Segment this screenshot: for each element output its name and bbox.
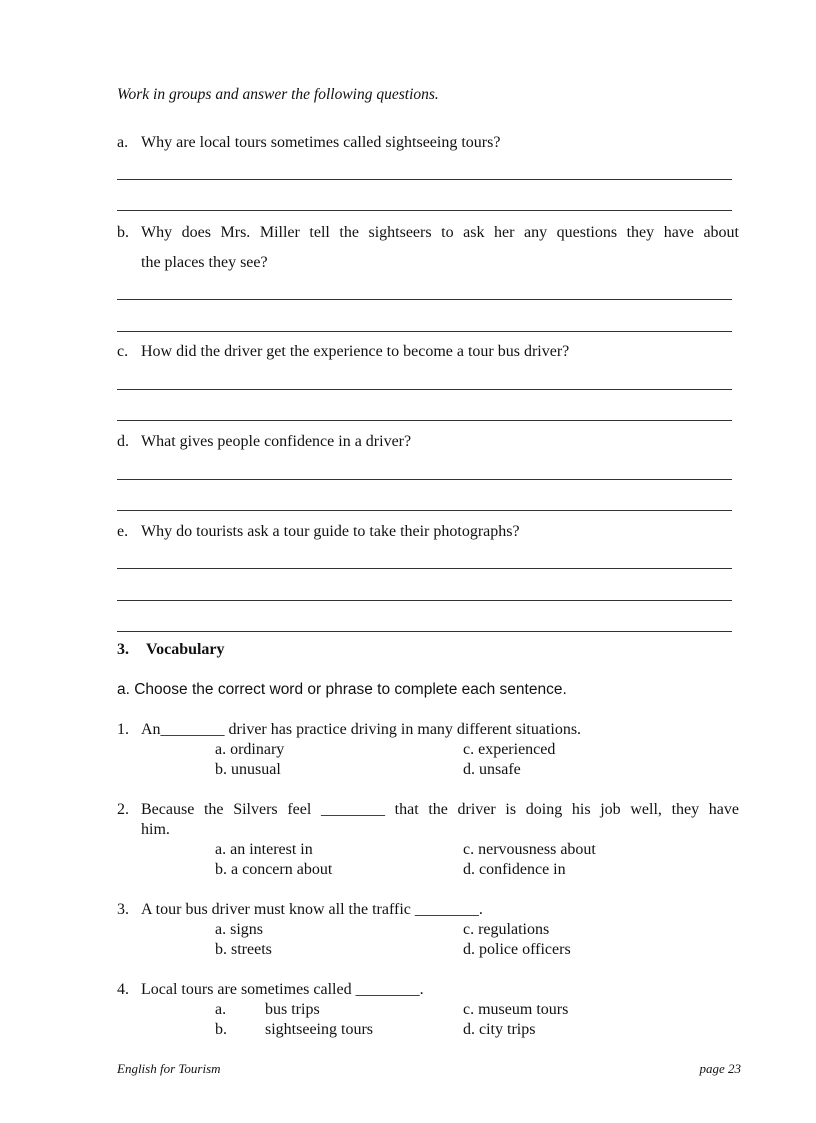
item-stem: An________ driver has practice driving in many different situations. (141, 721, 582, 738)
question-text: Why does Mrs. Miller tell the sightseers to ask her any questions they have about (141, 224, 739, 241)
question-label: b. (117, 224, 129, 241)
vocab-item-3 (117, 901, 483, 919)
answer-line[interactable] (117, 510, 732, 511)
section-heading (117, 641, 225, 659)
option-c[interactable]: c. regulations (463, 921, 550, 938)
answer-line[interactable] (117, 568, 732, 569)
answer-line[interactable] (117, 420, 732, 421)
answer-line[interactable] (117, 179, 732, 180)
question-text: Why do tourists ask a tour guide to take their photographs? (141, 523, 520, 540)
question-text-continued: the places they see? (141, 254, 268, 271)
question-label: d. (117, 433, 129, 450)
answer-line[interactable] (117, 389, 732, 390)
option-d[interactable]: d. confidence in (463, 861, 566, 878)
item-stem: Because the Silvers feel ________ that the driver is doing his job well, they have (141, 801, 739, 818)
question-label: a. (117, 134, 129, 151)
answer-line[interactable] (117, 299, 732, 300)
option-a[interactable]: bus trips (265, 1001, 320, 1018)
item-stem: Local tours are sometimes called ________. (141, 981, 424, 998)
option-c[interactable]: c. nervousness about (463, 841, 596, 858)
answer-line[interactable] (117, 600, 732, 601)
vocab-item-4 (117, 981, 424, 999)
option-b[interactable]: b. streets (215, 941, 272, 958)
question-c (117, 343, 569, 361)
footer-title: English for Tourism (117, 1061, 221, 1076)
item-stem: A tour bus driver must know all the traffic ________. (141, 901, 483, 918)
question-text: Why are local tours sometimes called sightseeing tours? (141, 134, 501, 151)
question-text: What gives people confidence in a driver? (141, 433, 412, 450)
option-d[interactable]: d. city trips (463, 1021, 536, 1038)
question-text: How did the driver get the experience to become a tour bus driver? (141, 343, 570, 360)
option-b[interactable]: b. a concern about (215, 861, 333, 878)
item-stem-continued: him. (141, 821, 170, 838)
item-number: 3. (117, 901, 129, 918)
page-number: page 23 (699, 1061, 741, 1076)
answer-line[interactable] (117, 631, 732, 632)
item-number: 2. (117, 801, 129, 818)
answer-line[interactable] (117, 331, 732, 332)
option-a[interactable]: a. an interest in (215, 841, 313, 858)
question-b (117, 224, 739, 242)
section-title: Vocabulary (146, 641, 225, 658)
answer-line[interactable] (117, 210, 732, 211)
question-e (117, 523, 520, 541)
question-a (117, 134, 500, 152)
option-a-letter[interactable]: a. (215, 1001, 227, 1018)
answer-line[interactable] (117, 479, 732, 480)
option-a[interactable]: a. signs (215, 921, 263, 938)
question-label: c. (117, 343, 129, 360)
item-number: 4. (117, 981, 129, 998)
question-d (117, 433, 411, 451)
option-a[interactable]: a. ordinary (215, 741, 285, 758)
question-label: e. (117, 523, 129, 540)
option-c[interactable]: c. museum tours (463, 1001, 569, 1018)
option-c[interactable]: c. experienced (463, 741, 556, 758)
vocab-item-2 (117, 801, 739, 819)
option-d[interactable]: d. unsafe (463, 761, 521, 778)
instructions-heading: Work in groups and answer the following questions. (117, 86, 439, 103)
section-number: 3. (117, 641, 129, 658)
vocab-item-1 (117, 721, 581, 739)
vocabulary-instruction: a. Choose the correct word or phrase to complete each sentence. (117, 681, 567, 698)
option-b[interactable]: b. unusual (215, 761, 281, 778)
item-number: 1. (117, 721, 129, 738)
option-b[interactable]: sightseeing tours (265, 1021, 373, 1038)
option-b-letter[interactable]: b. (215, 1021, 227, 1038)
option-d[interactable]: d. police officers (463, 941, 571, 958)
